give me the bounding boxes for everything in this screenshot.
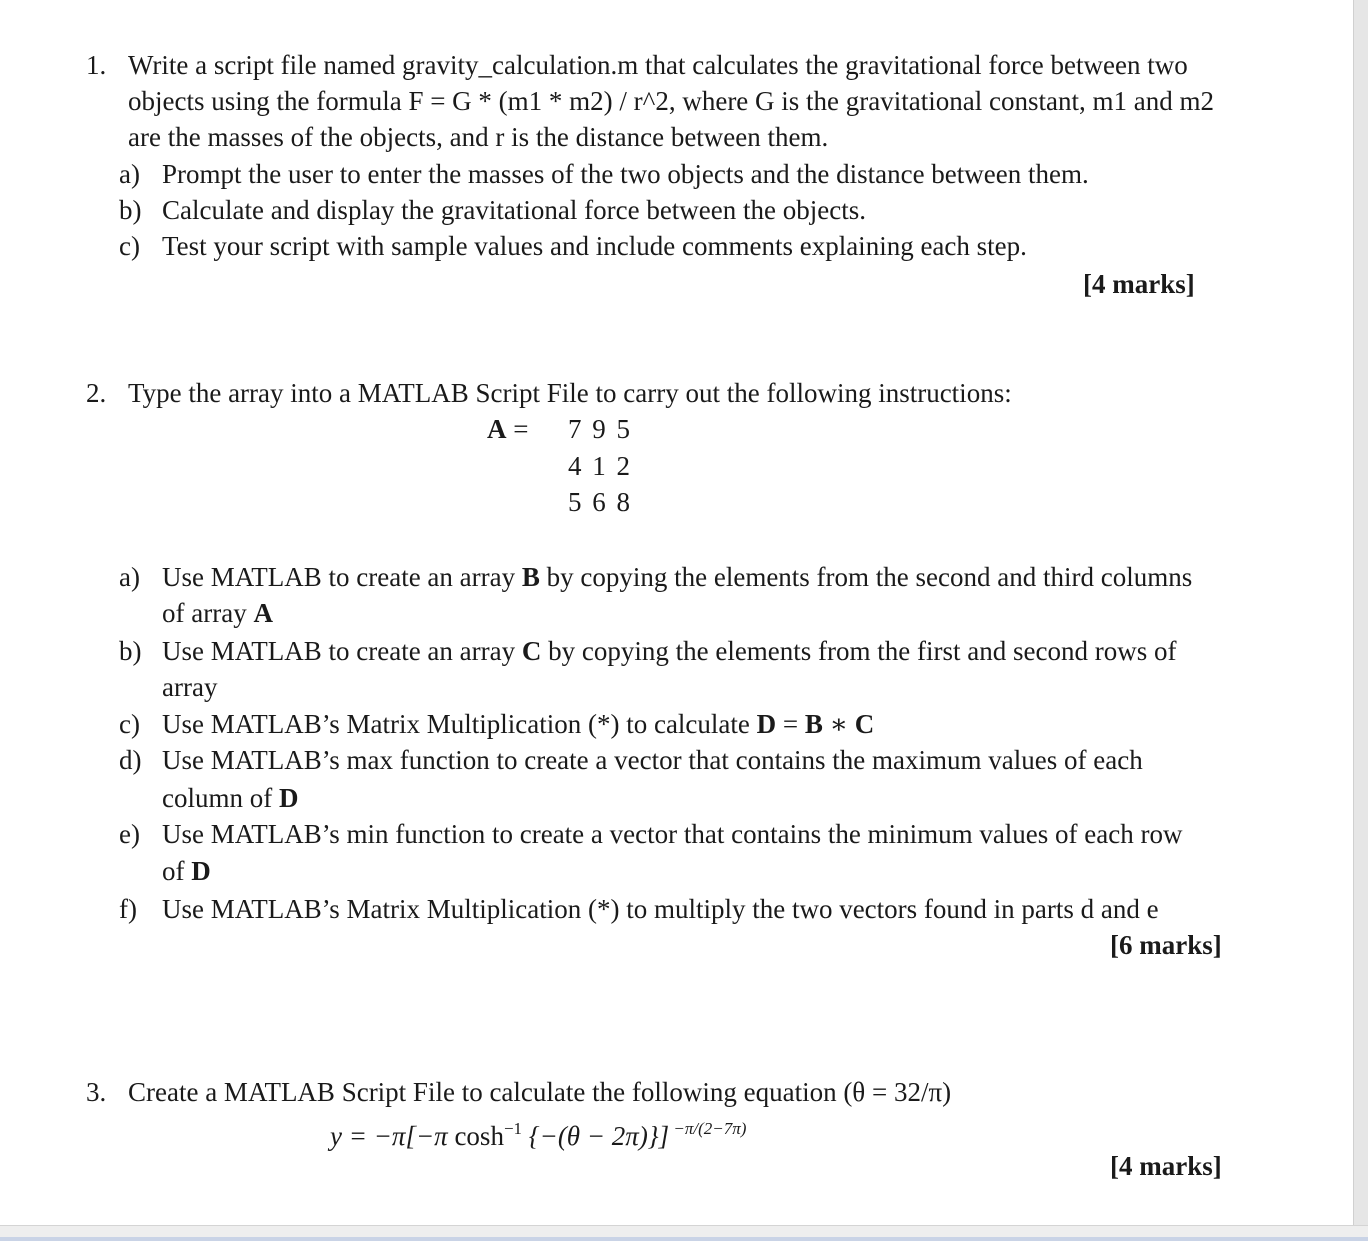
- matrix-label: A =: [487, 414, 529, 444]
- q1-number: 1.: [86, 50, 107, 80]
- q1-line-1: Write a script file named gravity_calculation.m that calculates the gravitational force between two: [128, 50, 1188, 80]
- q2-part-d-text: Use MATLAB’s max function to create a vector that contains the maximum values of each: [162, 745, 1143, 775]
- q3-equation: y = −π[−π $\cosh^{-1} \{-(\theta - 2\pi)\}$] $^{-\pi/(2-7\pi)}$: [330, 1119, 747, 1151]
- q2-part-a-text-cont: of array A: [162, 598, 273, 628]
- q2-part-e-text: Use MATLAB’s min function to create a vector that contains the minimum values of each row: [162, 819, 1183, 849]
- q2-part-f-label: f): [119, 894, 137, 924]
- q3-intro: Create a MATLAB Script File to calculate the following equation (θ = 32/π): [128, 1077, 952, 1107]
- q1-part-b-label: b): [119, 195, 142, 225]
- q2-part-a-text: Use MATLAB to create an array B by copying the elements from the second and third columns: [162, 562, 1193, 592]
- q2-number: 2.: [86, 378, 107, 408]
- q2-part-e-label: e): [119, 819, 140, 849]
- q1-line-2: objects using the formula F = G * (m1 * m2) / r^2, where G is the gravitational constant, m1 and m2: [128, 86, 1214, 116]
- matrix-row-3: 5 6 8: [568, 487, 632, 517]
- q2-part-a-label: a): [119, 562, 140, 592]
- matrix-row-1: 7 9 5: [568, 414, 632, 444]
- q2-part-c-text: Use MATLAB’s Matrix Multiplication (*) to calculate D = B ∗ C: [162, 709, 875, 739]
- q2-part-c-label: c): [119, 709, 140, 739]
- q2-part-e-text-cont: of D: [162, 856, 211, 886]
- q1-marks: [4 marks]: [1083, 269, 1195, 299]
- q2-marks: [6 marks]: [1110, 930, 1222, 960]
- q1-part-a-label: a): [119, 159, 140, 189]
- q1-line-3: are the masses of the objects, and r is the distance between them.: [128, 122, 829, 152]
- bottom-page-edge: [0, 1225, 1368, 1241]
- q2-part-b-text: Use MATLAB to create an array C by copying the elements from the first and second rows of: [162, 636, 1177, 666]
- q3-number: 3.: [86, 1077, 107, 1107]
- q3-marks: [4 marks]: [1110, 1151, 1222, 1181]
- q2-part-f-text: Use MATLAB’s Matrix Multiplication (*) to multiply the two vectors found in parts d and e: [162, 894, 1159, 924]
- q2-intro: Type the array into a MATLAB Script File to carry out the following instructions:: [128, 378, 1012, 408]
- q1-part-c-text: Test your script with sample values and include comments explaining each step.: [162, 231, 1027, 261]
- vertical-scrollbar[interactable]: [1353, 0, 1368, 1241]
- q2-part-d-text-cont: column of D: [162, 783, 299, 813]
- q2-part-d-label: d): [119, 745, 142, 775]
- q1-part-b-text: Calculate and display the gravitational force between the objects.: [162, 195, 866, 225]
- q1-part-c-label: c): [119, 231, 140, 261]
- q1-part-a-text: Prompt the user to enter the masses of the two objects and the distance between them.: [162, 159, 1089, 189]
- q2-part-b-label: b): [119, 636, 142, 666]
- q2-part-b-text-cont: array: [162, 672, 218, 702]
- matrix-row-2: 4 1 2: [568, 451, 632, 481]
